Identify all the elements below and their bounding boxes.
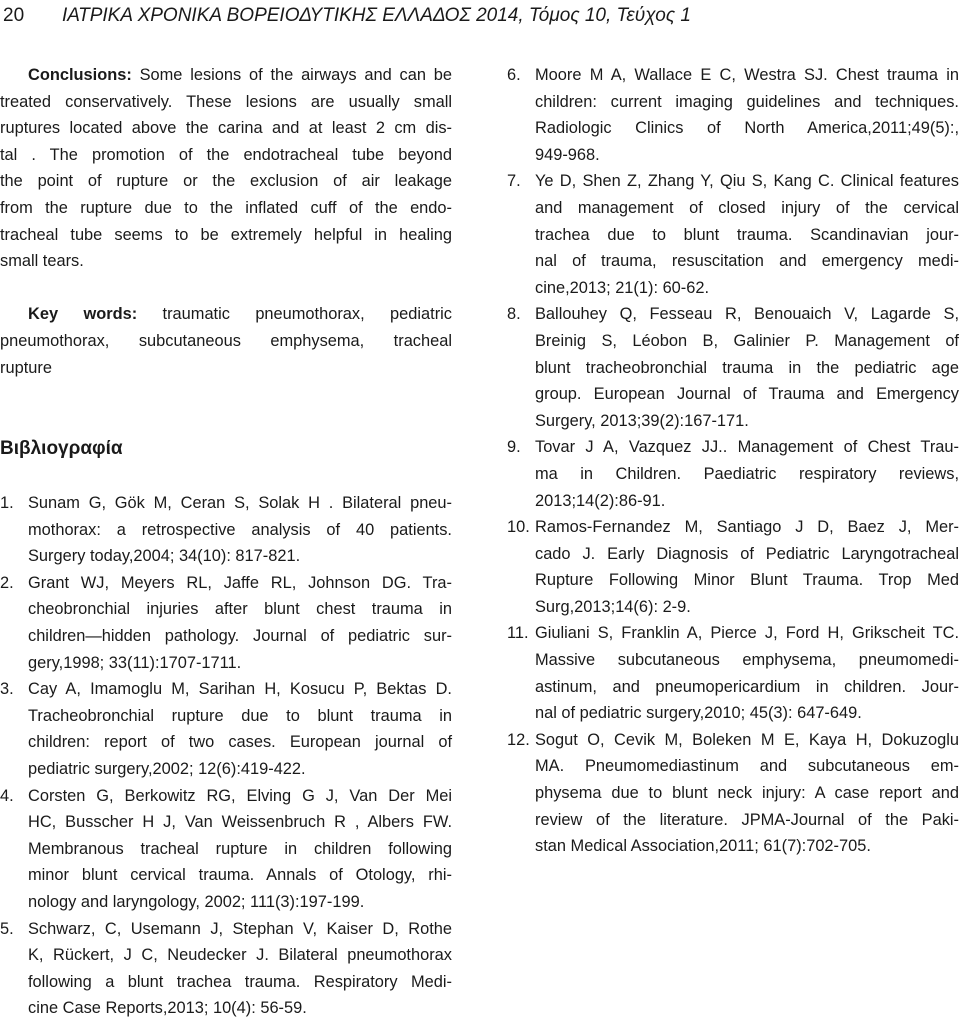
- reference-line: MA. Pneumomediastinum and subcutaneous em-: [535, 757, 959, 776]
- reference-line: blunt tracheobronchial trauma in the pediatric age: [535, 358, 959, 377]
- reference-line: nal of pediatric surgery,2010; 45(3): 647-649.: [535, 704, 862, 723]
- reference-number: 12.: [507, 730, 530, 749]
- reference-text: [535, 620, 959, 726]
- reference-line: Cay A, Imamoglu M, Sarihan H, Kosucu P, Bektas D.: [28, 680, 452, 699]
- reference-number: 6.: [507, 66, 521, 84]
- reference-line: Giuliani S, Franklin A, Pierce J, Ford H, Grikscheit TC.: [535, 624, 959, 643]
- reference-line: Sogut O, Cevik M, Boleken M E, Kaya H, Dokuzoglu: [535, 730, 959, 749]
- reference-item: [0, 570, 452, 676]
- reference-line: Moore M A, Wallace E C, Westra SJ. Chest trauma in: [535, 66, 959, 84]
- reference-line: 2013;14(2):86-91.: [535, 491, 666, 510]
- reference-number: 8.: [507, 305, 521, 324]
- reference-text: [28, 570, 452, 676]
- reference-line: Massive subcutaneous emphysema, pneumomedi-: [535, 651, 959, 670]
- reference-text: [535, 62, 959, 168]
- reference-line: HC, Busscher H J, Van Weissenbruch R , Albers FW.: [28, 813, 452, 832]
- reference-text: [28, 490, 452, 570]
- reference-line: group. European Journal of Trauma and Emergency: [535, 385, 959, 404]
- reference-line: children: current imaging guidelines and techniques.: [535, 92, 959, 111]
- reference-line: Sunam G, Gök M, Ceran S, Solak H . Bilateral pneu-: [28, 494, 452, 512]
- reference-number: 1.: [0, 494, 14, 512]
- reference-line: children: report of two cases. European journal of: [28, 733, 452, 752]
- conclusions-line: treated conservatively. These lesions are usually small: [0, 92, 452, 111]
- reference-line: Rupture Following Minor Blunt Trauma. Trop Med: [535, 571, 959, 590]
- reference-line: ma in Children. Paediatric respiratory reviews,: [535, 464, 959, 483]
- reference-item: [507, 514, 959, 620]
- reference-text: [535, 168, 959, 301]
- left-column: [0, 62, 452, 381]
- bibliography-heading: Βιβλιογραφία: [0, 438, 123, 459]
- reference-item: [0, 783, 452, 916]
- reference-text: [535, 434, 959, 514]
- page-header: [0, 0, 960, 32]
- reference-number: 9.: [507, 438, 521, 457]
- reference-line: cine Case Reports,2013; 10(4): 56-59.: [28, 999, 307, 1018]
- reference-line: Surgery today,2004; 34(10): 817-821.: [28, 547, 301, 566]
- reference-line: mothorax: a retrospective analysis of 40 patients.: [28, 520, 452, 539]
- reference-line: nology and laryngology, 2002; 111(3):197-199.: [28, 892, 365, 911]
- conclusions-line: tal . The promotion of the endotracheal tube beyond: [0, 145, 452, 164]
- reference-line: Schwarz, C, Usemann J, Stephan V, Kaiser D, Rothe: [28, 919, 452, 938]
- reference-line: pediatric surgery,2002; 12(6):419-422.: [28, 759, 306, 778]
- conclusions-label: Conclusions:: [28, 66, 132, 84]
- references-right: [507, 62, 959, 860]
- conclusions-line: tracheal tube seems to be extremely helpful in healing: [0, 225, 452, 244]
- reference-line: review of the literature. JPMA-Journal of the Paki-: [535, 810, 959, 829]
- reference-item: [507, 727, 959, 860]
- reference-line: and management of closed injury of the cervical: [535, 198, 959, 217]
- keywords-label: Key words:: [28, 305, 138, 324]
- reference-line: trachea due to blunt trauma. Scandinavian jour-: [535, 225, 959, 244]
- reference-line: K, Rückert, J C, Neudecker J. Bilateral pneumothorax: [28, 946, 452, 965]
- reference-number: 2.: [0, 573, 14, 592]
- reference-item: [507, 434, 959, 514]
- reference-line: following a blunt trachea trauma. Respiratory Medi-: [28, 972, 452, 991]
- keywords-line: rupture: [0, 358, 52, 377]
- reference-line: Grant WJ, Meyers RL, Jaffe RL, Johnson DG. Tra-: [28, 573, 452, 592]
- reference-line: cado J. Early Diagnosis of Pediatric Laryngotracheal: [535, 544, 959, 563]
- reference-line: cheobronchial injuries after blunt chest trauma in: [28, 600, 452, 619]
- reference-item: [507, 62, 959, 168]
- reference-line: Tracheobronchial rupture due to blunt trauma in: [28, 706, 452, 725]
- reference-line: Surgery, 2013;39(2):167-171.: [535, 411, 749, 430]
- reference-item: [507, 301, 959, 434]
- reference-item: [507, 168, 959, 301]
- reference-line: physema due to blunt neck injury: A case report and: [535, 784, 959, 803]
- conclusions-line: Conclusions: Some lesions of the airways and can be: [28, 66, 452, 84]
- reference-item: [507, 620, 959, 726]
- reference-text: [535, 301, 959, 434]
- reference-number: 5.: [0, 919, 14, 938]
- keywords-paragraph: [0, 301, 452, 381]
- reference-number: 7.: [507, 172, 521, 191]
- reference-item: [0, 676, 452, 782]
- reference-line: Surg,2013;14(6): 2-9.: [535, 597, 691, 616]
- reference-line: Breinig S, Léobon B, Galinier P. Management of: [535, 331, 959, 350]
- references-left: [0, 490, 452, 1022]
- reference-number: 11.: [507, 624, 529, 643]
- page-number: 20: [3, 5, 25, 26]
- conclusions-line: from the rupture due to the inflated cuff of the endo-: [0, 198, 452, 217]
- reference-line: children—hidden pathology. Journal of pediatric sur-: [28, 626, 452, 645]
- reference-text: [535, 727, 959, 860]
- reference-line: 949-968.: [535, 145, 600, 164]
- keywords-line: Key words: traumatic pneumothorax, pediatric: [28, 305, 452, 324]
- conclusions-paragraph: [0, 62, 452, 275]
- conclusions-line: the point of rupture or the exclusion of air leakage: [0, 172, 452, 191]
- conclusions-line: small tears.: [0, 252, 84, 271]
- reference-line: Membranous tracheal rupture in children following: [28, 839, 452, 858]
- reference-number: 10.: [507, 518, 530, 537]
- reference-line: cine,2013; 21(1): 60-62.: [535, 278, 710, 297]
- reference-item: [0, 490, 452, 570]
- reference-line: Ballouhey Q, Fesseau R, Benouaich V, Lagarde S,: [535, 305, 959, 324]
- reference-line: Radiologic Clinics of North America,2011;49(5):,: [535, 119, 959, 138]
- reference-line: Tovar J A, Vazquez JJ.. Management of Chest Trau-: [535, 438, 959, 457]
- reference-line: Corsten G, Berkowitz RG, Elving G J, Van Der Mei: [28, 786, 452, 805]
- reference-line: gery,1998; 33(11):1707-1711.: [28, 653, 242, 672]
- reference-line: minor blunt cervical trauma. Annals of Otology, rhi-: [28, 866, 452, 885]
- keywords-line: pneumothorax, subcutaneous emphysema, tracheal: [0, 331, 452, 350]
- reference-line: nal of trauma, resuscitation and emergency medi-: [535, 252, 959, 271]
- reference-line: stan Medical Association,2011; 61(7):702-705.: [535, 837, 871, 856]
- reference-number: 4.: [0, 786, 14, 805]
- reference-line: Ramos-Fernandez M, Santiago J D, Baez J, Mer-: [535, 518, 959, 537]
- conclusions-line: ruptures located above the carina and at least 2 cm dis-: [0, 119, 452, 138]
- reference-text: [535, 514, 959, 620]
- reference-item: [0, 916, 452, 1022]
- reference-text: [28, 916, 452, 1022]
- reference-line: astinum, and pneumopericardium in children. Jour-: [535, 677, 959, 696]
- reference-text: [28, 783, 452, 916]
- reference-line: Ye D, Shen Z, Zhang Y, Qiu S, Kang C. Clinical features: [535, 172, 959, 191]
- journal-title: ΙΑΤΡΙΚΑ ΧΡΟΝΙΚΑ ΒΟΡΕΙΟΔΥΤΙΚΗΣ ΕΛΛΑΔΟΣ 2014, Τόμος 10, Τεύχος 1: [62, 5, 691, 26]
- reference-text: [28, 676, 452, 782]
- reference-number: 3.: [0, 680, 14, 699]
